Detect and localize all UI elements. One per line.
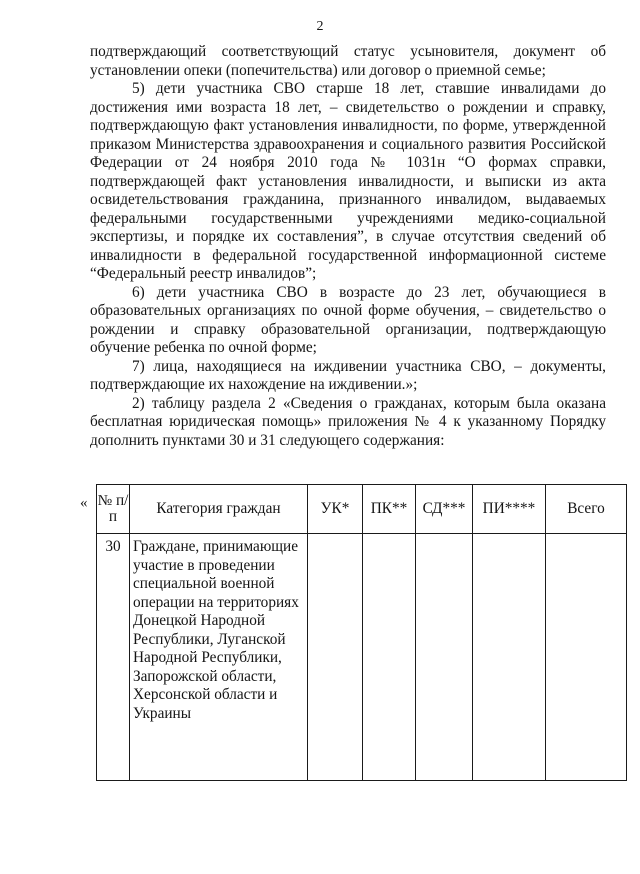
paragraph-item-7: 7) лица, находящиеся на иждивении участника СВО, – документы, подтверждающие их нахождение на иждивении.»; [90,357,606,393]
row-uk-cell [308,534,363,781]
table-row [97,534,627,781]
row-pk-cell [363,534,416,781]
table-header-row [97,485,627,534]
header-uk: УК* [308,485,363,534]
paragraph-item-5: 5) дети участника СВО старше 18 лет, ставшие инвалидами до достижения ими возраста 18 лет, – свидетельство о рождении и справку, подтверждающую факт установления инвалидности, по форме, утвержденной приказом Министерства здравоохранения и социального развития Российской Федерации от 24 ноября 2010 года № 1031н “О формах справки, подтверждающей факт установления инвалидности, и выписки из акта освидетельствования гражданина, признанного инвалидом, выдаваемых федеральными государственными учреждениями медико-социальной экспертизы, и порядке их составления”, в случае отсутствия сведений об инвалидности в федеральной государственной информационной системе “Федеральный реестр инвалидов”; [90,80,606,282]
header-sd: СД*** [416,485,473,534]
row-sd-cell [416,534,473,781]
header-category: Категория граждан [130,485,308,534]
row-category: Граждане, принимающие участие в проведении специальной военной операции на территориях Донецкой Народной Республики, Луганской Народной Республики, Запорожской области, Херсонской области и Украины [130,534,308,781]
page-number: 2 [316,19,324,34]
row-pi-cell [473,534,546,781]
header-pk: ПК** [363,485,416,534]
row-number: 30 [97,534,130,781]
paragraph-continuation: подтверждающий соответствующий статус усыновителя, документ об установлении опеки (попечительства) или договор о приемной семье; [90,43,606,79]
header-total: Всего [546,485,627,534]
citizens-table [96,484,627,781]
paragraph-table-amendment: 2) таблицу раздела 2 «Сведения о гражданах, которым была оказана бесплатная юридическая помощь» приложения № 4 к указанному Порядку дополнить пунктами 30 и 31 следующего содержания: [90,394,606,449]
document-body [90,43,606,450]
header-number: № п/п [97,485,130,534]
table-open-quote: « [80,495,88,511]
row-total-cell [546,534,627,781]
paragraph-item-6: 6) дети участника СВО в возрасте до 23 лет, обучающиеся в образовательных организациях по очной форме обучения, – свидетельство о рождении и справку образовательной организации, подтверждающую обучение ребенка по очной форме; [90,283,606,356]
header-pi: ПИ**** [473,485,546,534]
